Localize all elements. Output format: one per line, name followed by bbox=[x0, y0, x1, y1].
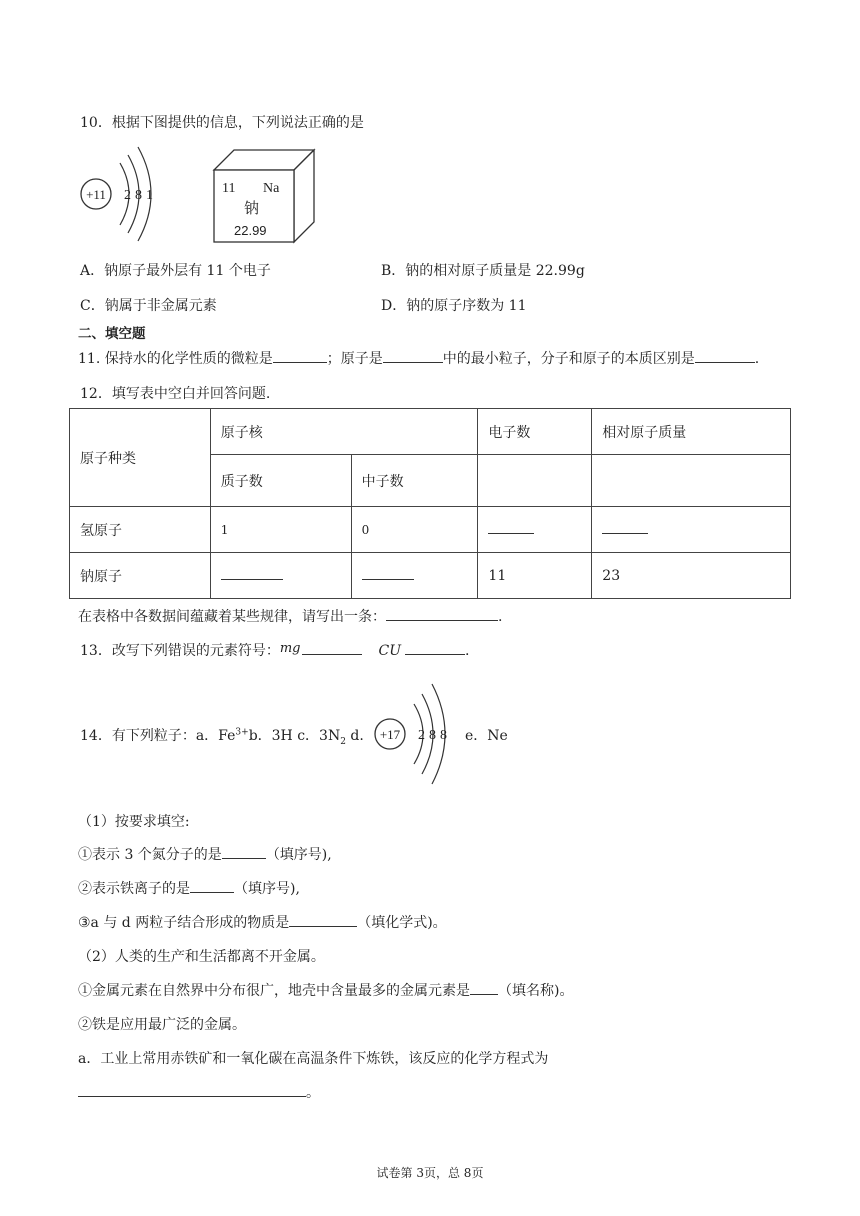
q12-rule-end: . bbox=[498, 609, 503, 625]
row-neutrons-cell bbox=[351, 553, 478, 599]
shell-electrons-1: 2 bbox=[124, 188, 131, 203]
q11-blank-1[interactable] bbox=[273, 348, 327, 363]
q14-item3 bbox=[78, 912, 447, 932]
header-neutrons: 中子数 bbox=[351, 455, 478, 507]
row-electrons: 11 bbox=[478, 553, 592, 599]
element-symbol: Na bbox=[263, 181, 280, 196]
q14-item1 bbox=[78, 844, 332, 864]
atomic-mass: 22.99 bbox=[234, 223, 267, 238]
q14-iron-a: a．工业上常用赤铁矿和一氧化碳在高温条件下炼铁，该反应的化学方程式为 bbox=[78, 1051, 549, 1067]
q10-option-a[interactable]: A．钠原子最外层有 11 个电子 bbox=[80, 263, 271, 279]
header-empty bbox=[592, 455, 791, 507]
q14-item2-blank[interactable] bbox=[190, 878, 234, 893]
q14-e: e．Ne bbox=[465, 728, 508, 744]
q13-blank-1[interactable] bbox=[302, 640, 362, 655]
row-protons: 1 bbox=[210, 507, 351, 553]
q11-blank-2[interactable] bbox=[383, 348, 443, 363]
q12-stem: 12．填写表中空白并回答问题. bbox=[80, 386, 271, 402]
q14-item3-blank[interactable] bbox=[289, 912, 357, 927]
hydrogen-electrons-blank[interactable] bbox=[488, 521, 534, 534]
q13-symbol-2: CU bbox=[378, 643, 401, 659]
sodium-atom-diagram bbox=[78, 143, 168, 243]
atomic-number: 11 bbox=[222, 181, 236, 196]
q14-particles bbox=[80, 725, 364, 747]
q14-item2-text: ②表示铁离子的是 bbox=[78, 881, 190, 897]
q13-symbol-1: mg bbox=[279, 641, 301, 656]
q11-text-3: 中的最小粒子，分子和原子的本质区别是 bbox=[442, 351, 695, 367]
row-electrons-cell bbox=[478, 507, 592, 553]
header-relative-mass: 相对原子质量 bbox=[592, 409, 791, 455]
q12-rule bbox=[78, 606, 502, 626]
q13-stem: 13．改写下列错误的元素符号： bbox=[80, 643, 280, 659]
nucleus-charge: +17 bbox=[379, 727, 401, 742]
q14-lead: 14．有下列粒子：a．Fe bbox=[80, 728, 236, 744]
table-row bbox=[70, 507, 791, 553]
q11-text-4: . bbox=[754, 351, 760, 367]
n-subscript: 2 bbox=[340, 736, 346, 747]
q14-item2 bbox=[78, 878, 300, 898]
atom-table bbox=[69, 408, 791, 599]
section-title: 二、填空题 bbox=[78, 326, 146, 342]
q10-option-c[interactable]: C．钠属于非金属元素 bbox=[80, 298, 217, 314]
page-footer: 试卷第 3页，总 8页 bbox=[376, 1166, 484, 1180]
header-electrons: 电子数 bbox=[478, 409, 592, 455]
q11-text-1: 11. 保持水的化学性质的微粒是 bbox=[78, 351, 273, 367]
q10-option-b[interactable]: B．钠的相对原子质量是 22.99g bbox=[381, 263, 585, 279]
q10-option-d[interactable]: D．钠的原子序数为 11 bbox=[381, 298, 527, 314]
header-protons: 质子数 bbox=[210, 455, 351, 507]
q14-b: b．3H c．3N bbox=[248, 728, 341, 744]
q14-metal1-text: ①金属元素在自然界中分布很广，地壳中含量最多的金属元素是 bbox=[78, 983, 470, 999]
q13-blank-2[interactable] bbox=[405, 640, 465, 655]
shell-electrons-3: 8 bbox=[440, 728, 447, 743]
element-name: 钠 bbox=[244, 199, 260, 217]
sodium-neutrons-blank[interactable] bbox=[362, 567, 414, 580]
q11-blank-3[interactable] bbox=[695, 348, 755, 363]
q14-item1-blank[interactable] bbox=[222, 844, 266, 859]
q11 bbox=[78, 348, 759, 368]
row-name: 钠原子 bbox=[70, 553, 211, 599]
q13 bbox=[80, 640, 469, 660]
q14-equation-end: 。 bbox=[306, 1085, 320, 1101]
row-mass: 23 bbox=[592, 553, 791, 599]
q14-item1-text: ①表示 3 个氮分子的是 bbox=[78, 847, 222, 863]
q14-part2: （2）人类的生产和生活都离不开金属。 bbox=[78, 949, 325, 965]
q14-equation bbox=[78, 1082, 320, 1102]
q14-metal2: ②铁是应用最广泛的金属。 bbox=[78, 1017, 246, 1033]
hydrogen-mass-blank[interactable] bbox=[602, 521, 648, 534]
header-empty bbox=[478, 455, 592, 507]
q14-d: d. bbox=[345, 728, 364, 744]
q10-stem: 10．根据下图提供的信息，下列说法正确的是 bbox=[80, 115, 364, 131]
sodium-element-card bbox=[212, 148, 318, 244]
q12-rule-prompt: 在表格中各数据间蕴藏着某些规律，请写出一条： bbox=[78, 609, 386, 625]
sodium-protons-blank[interactable] bbox=[221, 567, 283, 580]
fe-charge: 3+ bbox=[235, 727, 249, 738]
q14-metal1-suffix: （填名称)。 bbox=[498, 983, 574, 999]
header-nucleus: 原子核 bbox=[210, 409, 478, 455]
q14-part1: （1）按要求填空: bbox=[78, 814, 190, 830]
q14-metal1-blank[interactable] bbox=[470, 980, 498, 995]
q11-text-2: ；原子是 bbox=[326, 351, 383, 367]
q14-item3-suffix: （填化学式)。 bbox=[357, 915, 447, 931]
row-name: 氢原子 bbox=[70, 507, 211, 553]
shell-electrons-2: 8 bbox=[135, 188, 142, 203]
shell-electrons-3: 1 bbox=[146, 188, 153, 203]
row-neutrons: 0 bbox=[351, 507, 478, 553]
table-row bbox=[70, 553, 791, 599]
row-mass-cell bbox=[592, 507, 791, 553]
q14-equation-blank[interactable] bbox=[78, 1082, 306, 1097]
header-atom-type: 原子种类 bbox=[70, 409, 211, 507]
q12-rule-blank[interactable] bbox=[386, 606, 498, 621]
q14-item1-suffix: （填序号), bbox=[265, 847, 332, 863]
shell-electrons-1: 2 bbox=[418, 728, 425, 743]
nucleus-charge: +11 bbox=[86, 187, 106, 202]
chlorine-ion-diagram bbox=[372, 682, 462, 786]
shell-electrons-2: 8 bbox=[429, 728, 436, 743]
row-protons-cell bbox=[210, 553, 351, 599]
q14-item2-suffix: （填序号), bbox=[234, 881, 300, 897]
q14-item3-text: ③a 与 d 两粒子结合形成的物质是 bbox=[78, 915, 290, 931]
q14-metal1 bbox=[78, 980, 573, 1000]
q13-end: . bbox=[465, 643, 470, 659]
